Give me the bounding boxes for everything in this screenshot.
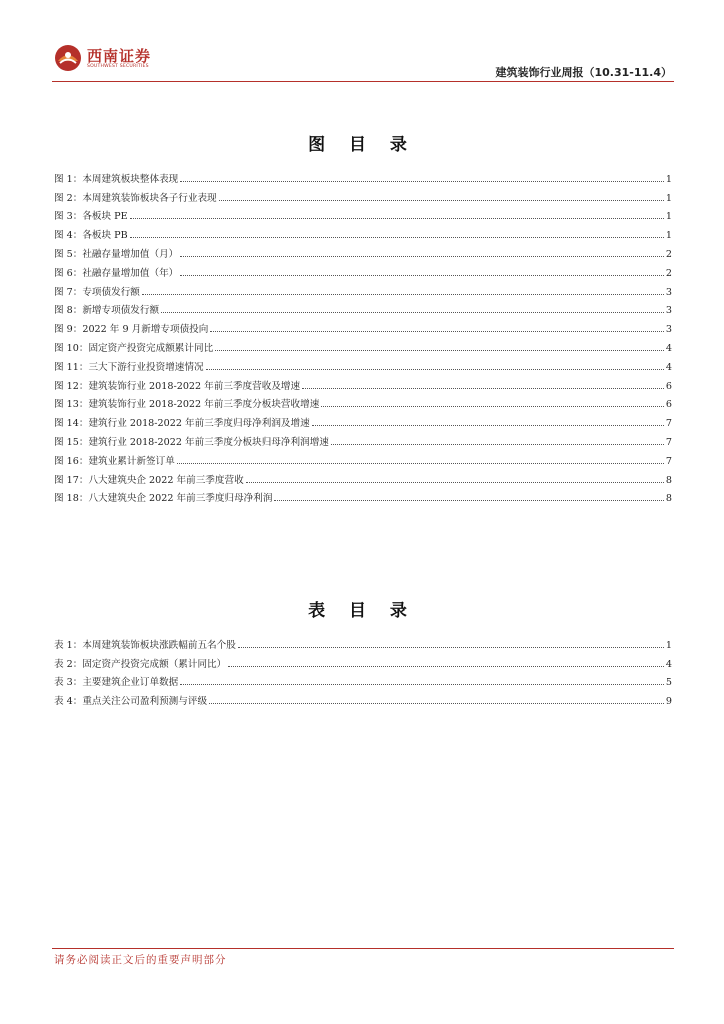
figure-toc-page-number: 3 bbox=[665, 286, 672, 298]
figure-toc-entry[interactable] bbox=[54, 392, 672, 411]
figure-toc-page-number: 3 bbox=[665, 305, 672, 317]
figure-toc-label: 图 7：专项债发行额 bbox=[54, 286, 140, 298]
table-toc-page-number: 4 bbox=[665, 658, 672, 670]
figure-toc-label: 图 10：固定资产投资完成额累计同比 bbox=[54, 342, 214, 354]
figure-toc-entry[interactable] bbox=[54, 448, 672, 467]
toc-leader-dots bbox=[180, 683, 664, 685]
toc-leader-dots bbox=[215, 349, 664, 351]
figure-toc-label: 图 1：本周建筑板块整体表现 bbox=[54, 173, 179, 185]
figure-toc-entry[interactable] bbox=[54, 316, 672, 335]
toc-leader-dots bbox=[210, 330, 664, 332]
figure-toc-page-number: 1 bbox=[665, 230, 672, 242]
figure-toc-page-number: 6 bbox=[665, 380, 672, 392]
logo-subtext: SOUTHWEST SECURITIES bbox=[87, 64, 149, 69]
figure-toc-page-number: 1 bbox=[665, 192, 672, 204]
toc-leader-dots bbox=[142, 293, 664, 295]
table-toc-label: 表 4：重点关注公司盈利预测与评级 bbox=[54, 696, 208, 708]
toc-leader-dots bbox=[302, 387, 664, 389]
figure-toc-entry[interactable] bbox=[54, 354, 672, 373]
toc-leader-dots bbox=[238, 646, 664, 648]
figure-toc-entry[interactable] bbox=[54, 204, 672, 223]
toc-leader-dots bbox=[331, 443, 664, 445]
company-logo bbox=[54, 44, 184, 74]
report-title: 建筑装饰行业周报（10.31-11.4） bbox=[495, 66, 672, 79]
figure-toc-entry[interactable] bbox=[54, 222, 672, 241]
figure-toc-label: 图 18：八大建筑央企 2022 年前三季度归母净利润 bbox=[54, 493, 273, 505]
figure-toc-page-number: 7 bbox=[665, 436, 672, 448]
toc-leader-dots bbox=[321, 405, 664, 407]
toc-leader-dots bbox=[180, 274, 664, 276]
toc-leader-dots bbox=[219, 199, 664, 201]
figure-toc-label: 图 11：三大下游行业投资增速情况 bbox=[54, 361, 204, 373]
toc-leader-dots bbox=[130, 236, 664, 238]
footer-divider bbox=[52, 948, 674, 949]
figure-toc-entry[interactable] bbox=[54, 260, 672, 279]
figure-toc-page-number: 1 bbox=[665, 173, 672, 185]
figure-toc-label: 图 14：建筑行业 2018-2022 年前三季度归母净利润及增速 bbox=[54, 418, 310, 430]
figure-toc-page-number: 8 bbox=[665, 474, 672, 486]
table-toc-label: 表 2：固定资产投资完成额（累计同比） bbox=[54, 658, 227, 670]
toc-leader-dots bbox=[130, 217, 664, 219]
table-toc-entry[interactable] bbox=[54, 688, 672, 707]
figure-toc-entry[interactable] bbox=[54, 467, 672, 486]
table-toc-label: 表 3：主要建筑企业订单数据 bbox=[54, 677, 179, 689]
figure-toc-entry[interactable] bbox=[54, 166, 672, 185]
figure-toc-label: 图 16：建筑业累计新签订单 bbox=[54, 455, 175, 467]
figure-toc-label: 图 8：新增专项债发行额 bbox=[54, 305, 160, 317]
figure-toc-page-number: 6 bbox=[665, 399, 672, 411]
figure-toc-label: 图 17：八大建筑央企 2022 年前三季度营收 bbox=[54, 474, 244, 486]
toc-leader-dots bbox=[209, 702, 664, 704]
figure-toc-entry[interactable] bbox=[54, 185, 672, 204]
toc-leader-dots bbox=[274, 499, 663, 501]
figure-toc-label: 图 15：建筑行业 2018-2022 年前三季度分板块归母净利润增速 bbox=[54, 436, 329, 448]
southwest-securities-logo-icon bbox=[54, 44, 82, 72]
figure-toc-label: 图 2：本周建筑装饰板块各子行业表现 bbox=[54, 192, 217, 204]
figure-toc-page-number: 4 bbox=[665, 342, 672, 354]
figure-toc-entry[interactable] bbox=[54, 241, 672, 260]
toc-leader-dots bbox=[206, 368, 664, 370]
page-header bbox=[0, 0, 724, 90]
figure-toc-label: 图 6：社融存量增加值（年） bbox=[54, 267, 179, 279]
table-toc-entry[interactable] bbox=[54, 670, 672, 689]
table-toc-entry[interactable] bbox=[54, 632, 672, 651]
figure-toc-label: 图 12：建筑装饰行业 2018-2022 年前三季度营收及增速 bbox=[54, 380, 301, 392]
toc-leader-dots bbox=[312, 424, 664, 426]
tables-section-title: 表 目 录 bbox=[308, 601, 416, 621]
toc-leader-dots bbox=[177, 462, 664, 464]
header-divider bbox=[52, 81, 674, 82]
figure-toc-entry[interactable] bbox=[54, 410, 672, 429]
figure-toc-label: 图 4：各板块 PB bbox=[54, 230, 128, 242]
figure-toc-entry[interactable] bbox=[54, 298, 672, 317]
figures-section-title: 图 目 录 bbox=[308, 135, 416, 155]
figure-toc-page-number: 2 bbox=[665, 248, 672, 260]
figure-toc-label: 图 13：建筑装饰行业 2018-2022 年前三季度分板块营收增速 bbox=[54, 399, 320, 411]
toc-leader-dots bbox=[161, 311, 664, 313]
table-toc-entry[interactable] bbox=[54, 651, 672, 670]
figure-toc-entry[interactable] bbox=[54, 429, 672, 448]
figure-toc-entry[interactable] bbox=[54, 373, 672, 392]
figure-toc-page-number: 1 bbox=[665, 211, 672, 223]
figure-list bbox=[54, 166, 672, 504]
toc-leader-dots bbox=[228, 665, 664, 667]
toc-leader-dots bbox=[180, 255, 664, 257]
logo-text: 西南证券 bbox=[87, 47, 152, 65]
figure-toc-label: 图 3：各板块 PE bbox=[54, 211, 128, 223]
table-toc-label: 表 1：本周建筑装饰板块涨跌幅前五名个股 bbox=[54, 639, 236, 651]
figure-toc-page-number: 7 bbox=[665, 455, 672, 467]
figure-toc-page-number: 7 bbox=[665, 418, 672, 430]
figure-toc-label: 图 9：2022 年 9 月新增专项债投向 bbox=[54, 324, 209, 336]
figure-toc-page-number: 4 bbox=[665, 361, 672, 373]
toc-leader-dots bbox=[180, 180, 664, 182]
figure-toc-page-number: 8 bbox=[665, 493, 672, 505]
figure-toc-page-number: 3 bbox=[665, 324, 672, 336]
figure-toc-entry[interactable] bbox=[54, 486, 672, 505]
table-toc-page-number: 1 bbox=[665, 639, 672, 651]
figure-toc-entry[interactable] bbox=[54, 335, 672, 354]
table-toc-page-number: 5 bbox=[665, 677, 672, 689]
table-toc-page-number: 9 bbox=[665, 696, 672, 708]
figure-toc-label: 图 5：社融存量增加值（月） bbox=[54, 248, 179, 260]
figure-toc-page-number: 2 bbox=[665, 267, 672, 279]
toc-leader-dots bbox=[246, 481, 664, 483]
table-list bbox=[54, 632, 672, 707]
figure-toc-entry[interactable] bbox=[54, 279, 672, 298]
footer-disclaimer: 请务必阅读正文后的重要声明部分 bbox=[54, 954, 227, 966]
